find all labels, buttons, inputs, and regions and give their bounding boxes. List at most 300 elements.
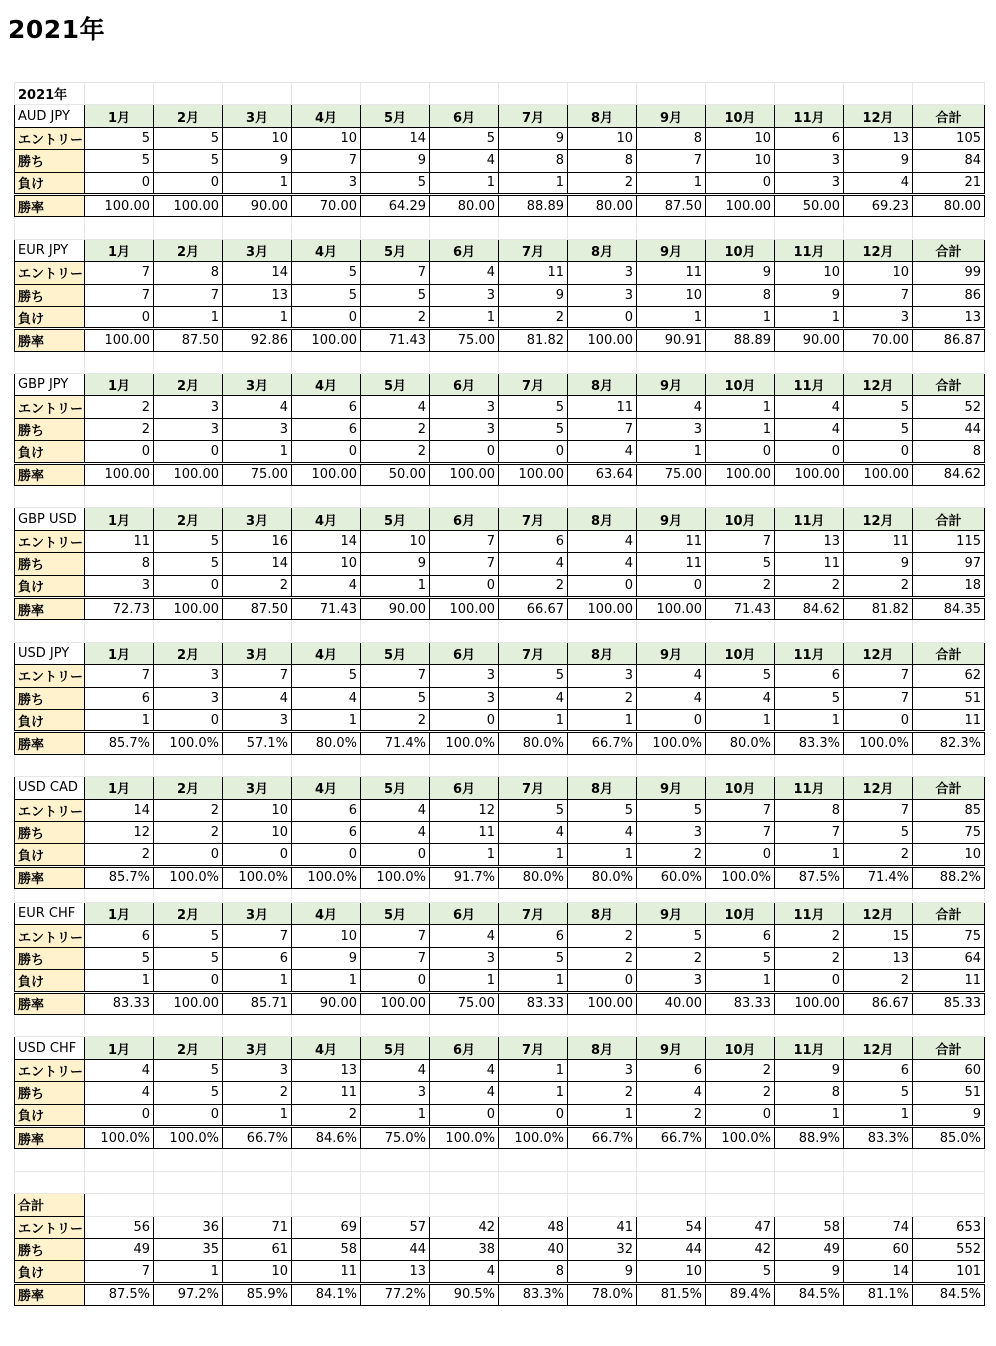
loss-cell[interactable]: 0 <box>430 441 499 463</box>
loss-cell[interactable]: 0 <box>85 1104 154 1126</box>
rate-cell[interactable]: 100.00 <box>775 992 844 1014</box>
rate-cell[interactable]: 90.91 <box>637 329 706 351</box>
rate-cell[interactable]: 81.82 <box>499 329 568 351</box>
total-rate-cell[interactable]: 89.4% <box>706 1283 775 1305</box>
entry-cell[interactable]: 4 <box>361 1059 430 1081</box>
win-cell[interactable]: 3 <box>430 687 499 709</box>
entry-cell[interactable]: 11 <box>637 262 706 284</box>
win-cell[interactable]: 2 <box>706 1082 775 1104</box>
win-cell[interactable]: 7 <box>361 947 430 969</box>
total-loss-cell[interactable]: 4 <box>430 1261 499 1283</box>
rate-cell[interactable]: 40.00 <box>637 992 706 1014</box>
rate-cell[interactable]: 90.00 <box>292 992 361 1014</box>
entry-cell[interactable]: 5 <box>85 127 154 149</box>
entry-cell[interactable]: 14 <box>361 127 430 149</box>
rate-cell[interactable]: 100.00 <box>292 463 361 485</box>
rate-cell[interactable]: 100.0% <box>706 866 775 888</box>
loss-cell[interactable]: 1 <box>706 970 775 992</box>
loss-cell[interactable]: 0 <box>430 709 499 731</box>
win-cell[interactable]: 7 <box>430 553 499 575</box>
total-entry-cell[interactable]: 41 <box>568 1216 637 1238</box>
win-cell[interactable]: 10 <box>637 284 706 306</box>
entry-cell[interactable]: 13 <box>292 1059 361 1081</box>
rate-cell[interactable]: 90.00 <box>361 597 430 619</box>
win-cell[interactable]: 5 <box>499 947 568 969</box>
win-cell[interactable]: 4 <box>637 1082 706 1104</box>
win-cell[interactable]: 8 <box>499 150 568 172</box>
loss-cell[interactable]: 1 <box>706 306 775 328</box>
entry-cell[interactable]: 2 <box>775 925 844 947</box>
loss-cell[interactable]: 8 <box>913 441 985 463</box>
loss-cell[interactable]: 0 <box>706 172 775 194</box>
entry-cell[interactable]: 7 <box>85 665 154 687</box>
entry-cell[interactable]: 60 <box>913 1059 985 1081</box>
loss-cell[interactable]: 1 <box>568 1104 637 1126</box>
win-cell[interactable]: 3 <box>430 284 499 306</box>
total-win-cell[interactable]: 49 <box>775 1238 844 1260</box>
loss-cell[interactable]: 2 <box>844 575 913 597</box>
win-cell[interactable]: 2 <box>361 418 430 440</box>
total-entry-cell[interactable]: 36 <box>154 1216 223 1238</box>
rate-cell[interactable]: 75.0% <box>361 1126 430 1148</box>
loss-cell[interactable]: 11 <box>913 709 985 731</box>
entry-cell[interactable]: 52 <box>913 396 985 418</box>
entry-cell[interactable]: 5 <box>154 127 223 149</box>
entry-cell[interactable]: 11 <box>499 262 568 284</box>
rate-cell[interactable]: 92.86 <box>223 329 292 351</box>
loss-cell[interactable]: 1 <box>499 172 568 194</box>
rate-cell[interactable]: 75.00 <box>430 329 499 351</box>
loss-cell[interactable]: 1 <box>499 709 568 731</box>
rate-cell[interactable]: 69.23 <box>844 194 913 216</box>
win-cell[interactable]: 4 <box>706 687 775 709</box>
rate-cell[interactable]: 85.7% <box>85 866 154 888</box>
loss-cell[interactable]: 0 <box>637 575 706 597</box>
entry-cell[interactable]: 5 <box>499 665 568 687</box>
total-rate-cell[interactable]: 85.9% <box>223 1283 292 1305</box>
entry-cell[interactable]: 14 <box>85 799 154 821</box>
loss-cell[interactable]: 1 <box>637 441 706 463</box>
win-cell[interactable]: 12 <box>85 821 154 843</box>
loss-cell[interactable]: 1 <box>85 709 154 731</box>
win-cell[interactable]: 1 <box>499 1082 568 1104</box>
rate-cell[interactable]: 75.00 <box>637 463 706 485</box>
loss-cell[interactable]: 0 <box>568 306 637 328</box>
entry-cell[interactable]: 6 <box>637 1059 706 1081</box>
loss-cell[interactable]: 1 <box>292 709 361 731</box>
entry-cell[interactable]: 3 <box>154 665 223 687</box>
entry-cell[interactable]: 3 <box>154 396 223 418</box>
loss-cell[interactable]: 1 <box>775 306 844 328</box>
loss-cell[interactable]: 21 <box>913 172 985 194</box>
loss-cell[interactable]: 1 <box>568 844 637 866</box>
loss-cell[interactable]: 10 <box>913 844 985 866</box>
entry-cell[interactable]: 2 <box>154 799 223 821</box>
entry-cell[interactable]: 6 <box>499 925 568 947</box>
loss-cell[interactable]: 0 <box>292 306 361 328</box>
rate-cell[interactable]: 100.0% <box>154 1126 223 1148</box>
loss-cell[interactable]: 1 <box>292 970 361 992</box>
entry-cell[interactable]: 105 <box>913 127 985 149</box>
entry-cell[interactable]: 3 <box>223 1059 292 1081</box>
rate-cell[interactable]: 50.00 <box>361 463 430 485</box>
loss-cell[interactable]: 3 <box>223 709 292 731</box>
entry-cell[interactable]: 7 <box>223 665 292 687</box>
total-win-cell[interactable]: 60 <box>844 1238 913 1260</box>
rate-cell[interactable]: 100.00 <box>844 463 913 485</box>
entry-cell[interactable]: 7 <box>844 665 913 687</box>
entry-cell[interactable]: 3 <box>568 1059 637 1081</box>
loss-cell[interactable]: 2 <box>706 575 775 597</box>
total-rate-cell[interactable]: 81.5% <box>637 1283 706 1305</box>
win-cell[interactable]: 6 <box>292 821 361 843</box>
rate-cell[interactable]: 80.0% <box>292 732 361 754</box>
win-cell[interactable]: 8 <box>775 1082 844 1104</box>
loss-cell[interactable]: 1 <box>568 709 637 731</box>
rate-cell[interactable]: 100.00 <box>154 597 223 619</box>
rate-cell[interactable]: 75.00 <box>223 463 292 485</box>
total-entry-cell[interactable]: 56 <box>85 1216 154 1238</box>
win-cell[interactable]: 4 <box>85 1082 154 1104</box>
win-cell[interactable]: 6 <box>85 687 154 709</box>
loss-cell[interactable]: 4 <box>568 441 637 463</box>
entry-cell[interactable]: 5 <box>292 262 361 284</box>
win-cell[interactable]: 9 <box>223 150 292 172</box>
total-rate-cell[interactable]: 77.2% <box>361 1283 430 1305</box>
entry-cell[interactable]: 10 <box>775 262 844 284</box>
win-cell[interactable]: 4 <box>430 150 499 172</box>
win-cell[interactable]: 97 <box>913 553 985 575</box>
total-rate-cell[interactable]: 83.3% <box>499 1283 568 1305</box>
entry-cell[interactable]: 10 <box>292 925 361 947</box>
total-win-cell[interactable]: 42 <box>706 1238 775 1260</box>
total-rate-cell[interactable]: 84.5% <box>775 1283 844 1305</box>
entry-cell[interactable]: 1 <box>706 396 775 418</box>
entry-cell[interactable]: 3 <box>568 262 637 284</box>
loss-cell[interactable]: 1 <box>499 970 568 992</box>
rate-cell[interactable]: 85.33 <box>913 992 985 1014</box>
win-cell[interactable]: 4 <box>499 553 568 575</box>
entry-cell[interactable]: 7 <box>844 799 913 821</box>
win-cell[interactable]: 5 <box>844 821 913 843</box>
rate-cell[interactable]: 100.00 <box>85 329 154 351</box>
win-cell[interactable]: 3 <box>223 418 292 440</box>
rate-cell[interactable]: 71.43 <box>292 597 361 619</box>
rate-cell[interactable]: 100.0% <box>637 732 706 754</box>
win-cell[interactable]: 11 <box>430 821 499 843</box>
entry-cell[interactable]: 4 <box>430 925 499 947</box>
loss-cell[interactable]: 0 <box>568 575 637 597</box>
rate-cell[interactable]: 90.00 <box>223 194 292 216</box>
entry-cell[interactable]: 7 <box>361 262 430 284</box>
total-win-cell[interactable]: 32 <box>568 1238 637 1260</box>
entry-cell[interactable]: 7 <box>361 665 430 687</box>
win-cell[interactable]: 5 <box>775 687 844 709</box>
win-cell[interactable]: 4 <box>223 687 292 709</box>
rate-cell[interactable]: 87.50 <box>154 329 223 351</box>
entry-cell[interactable]: 13 <box>844 127 913 149</box>
loss-cell[interactable]: 0 <box>775 441 844 463</box>
rate-cell[interactable]: 91.7% <box>430 866 499 888</box>
loss-cell[interactable]: 1 <box>637 306 706 328</box>
rate-cell[interactable]: 83.33 <box>499 992 568 1014</box>
entry-cell[interactable]: 62 <box>913 665 985 687</box>
win-cell[interactable]: 2 <box>637 947 706 969</box>
total-rate-cell[interactable]: 97.2% <box>154 1283 223 1305</box>
win-cell[interactable]: 2 <box>568 947 637 969</box>
win-cell[interactable]: 3 <box>154 418 223 440</box>
win-cell[interactable]: 9 <box>499 284 568 306</box>
win-cell[interactable]: 3 <box>637 418 706 440</box>
rate-cell[interactable]: 100.00 <box>568 597 637 619</box>
loss-cell[interactable]: 4 <box>292 575 361 597</box>
rate-cell[interactable]: 87.50 <box>223 597 292 619</box>
rate-cell[interactable]: 83.33 <box>706 992 775 1014</box>
total-win-cell[interactable]: 552 <box>913 1238 985 1260</box>
rate-cell[interactable]: 50.00 <box>775 194 844 216</box>
loss-cell[interactable]: 1 <box>223 1104 292 1126</box>
loss-cell[interactable]: 1 <box>223 970 292 992</box>
entry-cell[interactable]: 5 <box>844 396 913 418</box>
entry-cell[interactable]: 4 <box>568 530 637 552</box>
win-cell[interactable]: 4 <box>568 821 637 843</box>
entry-cell[interactable]: 5 <box>430 127 499 149</box>
rate-cell[interactable]: 100.00 <box>706 194 775 216</box>
loss-cell[interactable]: 0 <box>85 441 154 463</box>
entry-cell[interactable]: 6 <box>775 127 844 149</box>
win-cell[interactable]: 6 <box>223 947 292 969</box>
loss-cell[interactable]: 0 <box>154 1104 223 1126</box>
entry-cell[interactable]: 10 <box>223 127 292 149</box>
rate-cell[interactable]: 63.64 <box>568 463 637 485</box>
entry-cell[interactable]: 8 <box>154 262 223 284</box>
rate-cell[interactable]: 100.0% <box>706 1126 775 1148</box>
rate-cell[interactable]: 100.00 <box>568 329 637 351</box>
rate-cell[interactable]: 80.00 <box>568 194 637 216</box>
rate-cell[interactable]: 86.67 <box>844 992 913 1014</box>
win-cell[interactable]: 11 <box>637 553 706 575</box>
entry-cell[interactable]: 5 <box>154 530 223 552</box>
win-cell[interactable]: 9 <box>844 150 913 172</box>
loss-cell[interactable]: 1 <box>430 172 499 194</box>
loss-cell[interactable]: 0 <box>154 441 223 463</box>
rate-cell[interactable]: 75.00 <box>430 992 499 1014</box>
rate-cell[interactable]: 80.00 <box>913 194 985 216</box>
rate-cell[interactable]: 66.7% <box>637 1126 706 1148</box>
total-entry-cell[interactable]: 653 <box>913 1216 985 1238</box>
loss-cell[interactable]: 0 <box>706 844 775 866</box>
win-cell[interactable]: 3 <box>430 418 499 440</box>
win-cell[interactable]: 5 <box>499 418 568 440</box>
entry-cell[interactable]: 5 <box>292 665 361 687</box>
rate-cell[interactable]: 87.50 <box>637 194 706 216</box>
rate-cell[interactable]: 100.00 <box>154 992 223 1014</box>
loss-cell[interactable]: 0 <box>844 709 913 731</box>
loss-cell[interactable]: 0 <box>361 970 430 992</box>
entry-cell[interactable]: 5 <box>568 799 637 821</box>
rate-cell[interactable]: 100.00 <box>430 597 499 619</box>
win-cell[interactable]: 5 <box>844 1082 913 1104</box>
entry-cell[interactable]: 6 <box>499 530 568 552</box>
loss-cell[interactable]: 2 <box>292 1104 361 1126</box>
rate-cell[interactable]: 82.3% <box>913 732 985 754</box>
total-entry-cell[interactable]: 47 <box>706 1216 775 1238</box>
win-cell[interactable]: 5 <box>361 284 430 306</box>
loss-cell[interactable]: 0 <box>637 709 706 731</box>
rate-cell[interactable]: 100.0% <box>154 732 223 754</box>
rate-cell[interactable]: 100.00 <box>154 194 223 216</box>
rate-cell[interactable]: 100.00 <box>706 463 775 485</box>
win-cell[interactable]: 3 <box>568 284 637 306</box>
loss-cell[interactable]: 2 <box>361 441 430 463</box>
win-cell[interactable]: 64 <box>913 947 985 969</box>
rate-cell[interactable]: 100.0% <box>85 1126 154 1148</box>
loss-cell[interactable]: 0 <box>430 1104 499 1126</box>
win-cell[interactable]: 7 <box>85 284 154 306</box>
rate-cell[interactable]: 86.87 <box>913 329 985 351</box>
win-cell[interactable]: 2 <box>85 418 154 440</box>
loss-cell[interactable]: 0 <box>499 441 568 463</box>
entry-cell[interactable]: 10 <box>361 530 430 552</box>
loss-cell[interactable]: 9 <box>913 1104 985 1126</box>
loss-cell[interactable]: 13 <box>913 306 985 328</box>
total-win-cell[interactable]: 44 <box>361 1238 430 1260</box>
win-cell[interactable]: 44 <box>913 418 985 440</box>
win-cell[interactable]: 4 <box>430 1082 499 1104</box>
win-cell[interactable]: 13 <box>844 947 913 969</box>
entry-cell[interactable]: 10 <box>568 127 637 149</box>
loss-cell[interactable]: 1 <box>361 1104 430 1126</box>
rate-cell[interactable]: 70.00 <box>292 194 361 216</box>
entry-cell[interactable]: 1 <box>499 1059 568 1081</box>
total-loss-cell[interactable]: 101 <box>913 1261 985 1283</box>
win-cell[interactable]: 13 <box>223 284 292 306</box>
total-rate-cell[interactable]: 78.0% <box>568 1283 637 1305</box>
rate-cell[interactable]: 83.3% <box>775 732 844 754</box>
total-entry-cell[interactable]: 42 <box>430 1216 499 1238</box>
total-rate-cell[interactable]: 90.5% <box>430 1283 499 1305</box>
rate-cell[interactable]: 80.0% <box>499 866 568 888</box>
win-cell[interactable]: 4 <box>361 821 430 843</box>
total-win-cell[interactable]: 44 <box>637 1238 706 1260</box>
win-cell[interactable]: 7 <box>844 284 913 306</box>
total-win-cell[interactable]: 40 <box>499 1238 568 1260</box>
rate-cell[interactable]: 66.7% <box>223 1126 292 1148</box>
rate-cell[interactable]: 87.5% <box>775 866 844 888</box>
win-cell[interactable]: 86 <box>913 284 985 306</box>
total-win-cell[interactable]: 38 <box>430 1238 499 1260</box>
total-loss-cell[interactable]: 9 <box>568 1261 637 1283</box>
entry-cell[interactable]: 99 <box>913 262 985 284</box>
rate-cell[interactable]: 100.0% <box>844 732 913 754</box>
total-entry-cell[interactable]: 69 <box>292 1216 361 1238</box>
loss-cell[interactable]: 0 <box>154 575 223 597</box>
rate-cell[interactable]: 100.00 <box>292 329 361 351</box>
entry-cell[interactable]: 11 <box>844 530 913 552</box>
total-entry-cell[interactable]: 54 <box>637 1216 706 1238</box>
loss-cell[interactable]: 1 <box>430 306 499 328</box>
entry-cell[interactable]: 4 <box>775 396 844 418</box>
win-cell[interactable]: 3 <box>637 821 706 843</box>
loss-cell[interactable]: 0 <box>292 844 361 866</box>
loss-cell[interactable]: 0 <box>85 306 154 328</box>
win-cell[interactable]: 7 <box>154 284 223 306</box>
loss-cell[interactable]: 1 <box>430 844 499 866</box>
entry-cell[interactable]: 4 <box>85 1059 154 1081</box>
loss-cell[interactable]: 0 <box>775 970 844 992</box>
win-cell[interactable]: 2 <box>223 1082 292 1104</box>
entry-cell[interactable]: 14 <box>292 530 361 552</box>
win-cell[interactable]: 5 <box>844 418 913 440</box>
entry-cell[interactable]: 4 <box>361 799 430 821</box>
rate-cell[interactable]: 80.00 <box>430 194 499 216</box>
win-cell[interactable]: 5 <box>154 947 223 969</box>
rate-cell[interactable]: 72.73 <box>85 597 154 619</box>
win-cell[interactable]: 51 <box>913 687 985 709</box>
entry-cell[interactable]: 4 <box>637 665 706 687</box>
rate-cell[interactable]: 66.67 <box>499 597 568 619</box>
entry-cell[interactable]: 85 <box>913 799 985 821</box>
entry-cell[interactable]: 2 <box>706 1059 775 1081</box>
win-cell[interactable]: 5 <box>85 947 154 969</box>
total-entry-cell[interactable]: 74 <box>844 1216 913 1238</box>
total-entry-cell[interactable]: 71 <box>223 1216 292 1238</box>
loss-cell[interactable]: 0 <box>706 1104 775 1126</box>
loss-cell[interactable]: 0 <box>292 441 361 463</box>
loss-cell[interactable]: 2 <box>637 844 706 866</box>
loss-cell[interactable]: 0 <box>706 441 775 463</box>
win-cell[interactable]: 7 <box>775 821 844 843</box>
win-cell[interactable]: 4 <box>499 821 568 843</box>
loss-cell[interactable]: 2 <box>361 709 430 731</box>
loss-cell[interactable]: 2 <box>775 575 844 597</box>
win-cell[interactable]: 11 <box>775 553 844 575</box>
win-cell[interactable]: 5 <box>706 553 775 575</box>
loss-cell[interactable]: 1 <box>430 970 499 992</box>
rate-cell[interactable]: 100.00 <box>568 992 637 1014</box>
loss-cell[interactable]: 0 <box>844 441 913 463</box>
loss-cell[interactable]: 2 <box>568 172 637 194</box>
loss-cell[interactable]: 0 <box>568 970 637 992</box>
rate-cell[interactable]: 90.00 <box>775 329 844 351</box>
rate-cell[interactable]: 100.00 <box>499 463 568 485</box>
rate-cell[interactable]: 85.0% <box>913 1126 985 1148</box>
total-rate-cell[interactable]: 84.5% <box>913 1283 985 1305</box>
loss-cell[interactable]: 0 <box>499 1104 568 1126</box>
entry-cell[interactable]: 5 <box>637 925 706 947</box>
win-cell[interactable]: 4 <box>292 687 361 709</box>
rate-cell[interactable]: 70.00 <box>844 329 913 351</box>
loss-cell[interactable]: 0 <box>154 172 223 194</box>
entry-cell[interactable]: 7 <box>706 799 775 821</box>
rate-cell[interactable]: 88.89 <box>499 194 568 216</box>
win-cell[interactable]: 9 <box>292 947 361 969</box>
rate-cell[interactable]: 81.82 <box>844 597 913 619</box>
total-win-cell[interactable]: 49 <box>85 1238 154 1260</box>
rate-cell[interactable]: 100.0% <box>430 1126 499 1148</box>
total-rate-cell[interactable]: 87.5% <box>85 1283 154 1305</box>
entry-cell[interactable]: 14 <box>223 262 292 284</box>
loss-cell[interactable]: 2 <box>637 1104 706 1126</box>
total-entry-cell[interactable]: 57 <box>361 1216 430 1238</box>
rate-cell[interactable]: 88.9% <box>775 1126 844 1148</box>
total-win-cell[interactable]: 61 <box>223 1238 292 1260</box>
rate-cell[interactable]: 100.0% <box>154 866 223 888</box>
entry-cell[interactable]: 115 <box>913 530 985 552</box>
loss-cell[interactable]: 1 <box>361 575 430 597</box>
total-loss-cell[interactable]: 10 <box>637 1261 706 1283</box>
entry-cell[interactable]: 10 <box>223 799 292 821</box>
